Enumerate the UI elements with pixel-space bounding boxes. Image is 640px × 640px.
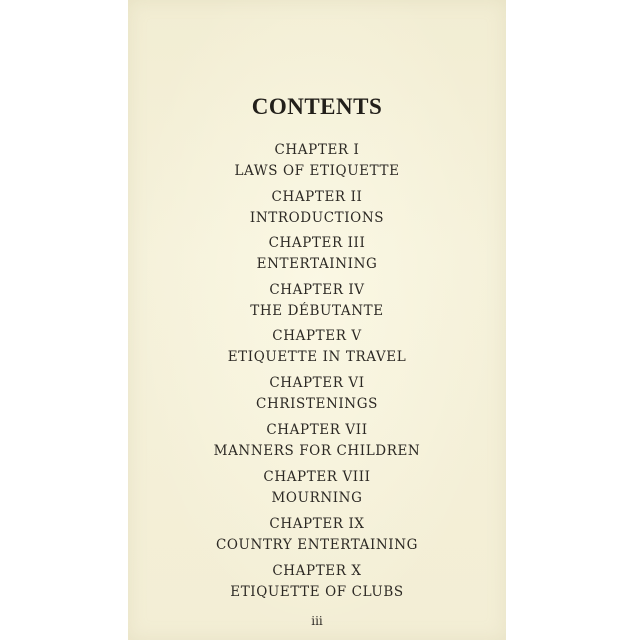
chapter-number: CHAPTER V (272, 328, 362, 344)
page-number: iii (311, 614, 323, 628)
toc-entry (128, 561, 506, 603)
toc-entry (128, 514, 506, 556)
chapter-number: CHAPTER VI (269, 375, 365, 391)
toc-entry (128, 420, 506, 462)
chapter-title: ETIQUETTE IN TRAVEL (227, 349, 407, 365)
chapter-number: CHAPTER III (268, 235, 366, 251)
toc-entry (128, 233, 506, 275)
page-title: CONTENTS (251, 94, 383, 119)
book-page (128, 0, 506, 640)
chapter-title: INTRODUCTIONS (249, 210, 385, 226)
chapter-title: LAWS OF ETIQUETTE (234, 163, 400, 179)
chapter-title: MOURNING (271, 490, 363, 506)
toc-entry (128, 373, 506, 415)
chapter-title: ENTERTAINING (256, 256, 378, 272)
chapter-number: CHAPTER VII (266, 422, 368, 438)
chapter-title: CHRISTENINGS (256, 396, 378, 412)
chapter-title: COUNTRY ENTERTAINING (215, 537, 419, 553)
chapter-number: CHAPTER I (274, 142, 360, 158)
toc-entry (128, 467, 506, 509)
chapter-title: MANNERS FOR CHILDREN (213, 443, 421, 459)
chapter-number: CHAPTER IV (269, 282, 365, 298)
chapter-number: CHAPTER IX (269, 516, 365, 532)
toc-entry (128, 326, 506, 368)
toc-entry (128, 187, 506, 229)
chapter-number: CHAPTER VIII (263, 469, 371, 485)
chapter-number: CHAPTER II (271, 189, 363, 205)
chapter-title: ETIQUETTE OF CLUBS (230, 584, 404, 600)
toc-entry (128, 280, 506, 322)
chapter-number: CHAPTER X (272, 563, 362, 579)
chapter-title: THE DÉBUTANTE (250, 303, 384, 319)
toc-entry (128, 140, 506, 182)
